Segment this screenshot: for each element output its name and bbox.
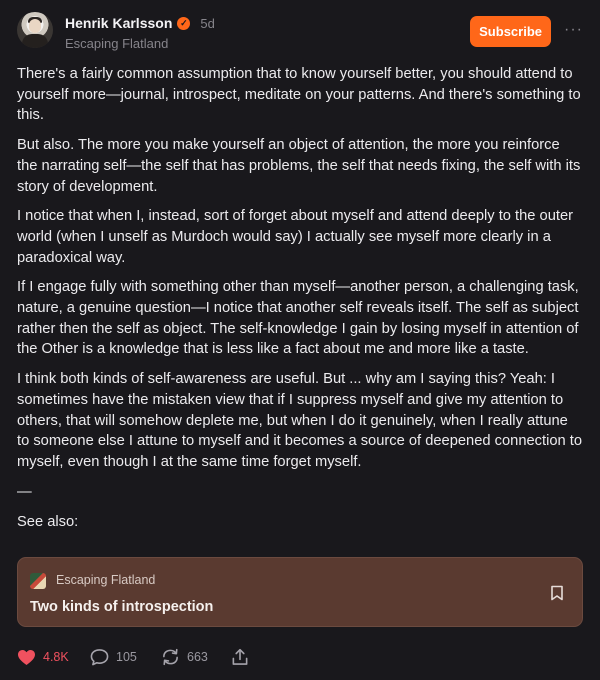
bookmark-icon[interactable] bbox=[550, 585, 564, 601]
card-publication: Escaping Flatland bbox=[56, 573, 156, 587]
restack-icon bbox=[161, 648, 180, 666]
heart-icon bbox=[17, 649, 36, 666]
share-icon bbox=[231, 648, 249, 666]
card-title: Two kinds of introspection bbox=[30, 599, 214, 615]
post-header bbox=[17, 12, 583, 54]
action-bar bbox=[17, 645, 583, 669]
subscribe-button[interactable]: Subscribe bbox=[470, 16, 551, 47]
like-count: 4.8K bbox=[43, 650, 69, 664]
post-body bbox=[17, 64, 583, 542]
verified-badge-icon: ✓ bbox=[177, 17, 190, 30]
linked-post-card[interactable] bbox=[17, 557, 583, 627]
like-button[interactable] bbox=[17, 645, 69, 669]
divider: — bbox=[17, 483, 32, 500]
paragraph: I think both kinds of self-awareness are useful. But ... why am I saying this? Yeah: I sometimes have the mistaken view that if I suppress myself and give my attention to others, that will somehow deplete me, but when I do it genuinely, when I really attune to someone else I attune to myself and it becomes a source of deepened connection to myself, even though I at the same time forget myself. bbox=[17, 371, 583, 470]
paragraph: I notice that when I, instead, sort of forget about myself and attend deeply to the outer world (when I unself as Murdoch would say) I actually see myself more clearly in a paradoxical way. bbox=[17, 208, 574, 266]
share-button[interactable] bbox=[231, 645, 249, 669]
paragraph: There's a fairly common assumption that to know yourself better, you should attend to yourself more—journal, introspect, meditate on your patterns. And there's something to this. bbox=[17, 66, 581, 124]
restack-button[interactable] bbox=[161, 645, 208, 669]
publication-logo-icon bbox=[30, 573, 46, 589]
comment-count: 105 bbox=[116, 650, 137, 664]
author-name[interactable]: Henrik Karlsson bbox=[65, 15, 173, 31]
comment-icon bbox=[90, 648, 109, 666]
avatar[interactable] bbox=[17, 12, 53, 48]
publication-name[interactable]: Escaping Flatland bbox=[65, 36, 169, 51]
restack-count: 663 bbox=[187, 650, 208, 664]
timestamp[interactable]: 5d bbox=[200, 15, 215, 31]
see-also-label: See also: bbox=[17, 514, 79, 531]
comment-button[interactable] bbox=[90, 645, 137, 669]
author-row bbox=[65, 15, 215, 31]
paragraph: But also. The more you make yourself an object of attention, the more you reinforce the narrating self—the self that has problems, the self that needs fixing, the self with its story of development. bbox=[17, 137, 581, 195]
more-icon[interactable]: ··· bbox=[564, 21, 583, 38]
paragraph: If I engage fully with something other than myself—another person, a challenging task, nature, a genuine question—I notice that another self reveals itself. The self as subject rather then the self as object. The self-knowledge I gain by losing myself in attention of the Other is a knowledge that is less like a fact about me and more like a taste. bbox=[17, 279, 579, 358]
